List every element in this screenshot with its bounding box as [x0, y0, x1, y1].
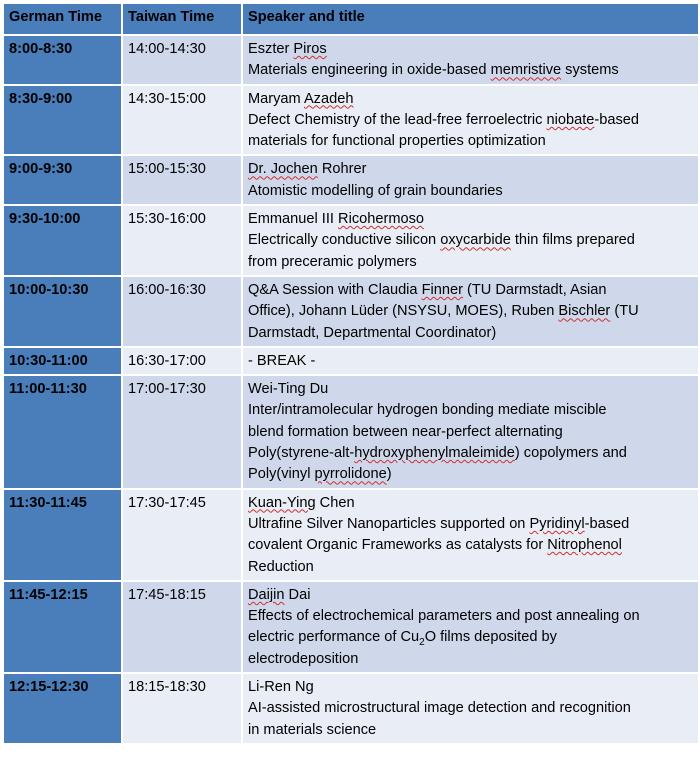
talk-title-line: electric performance of $Cu_2O$ films deposited by [248, 629, 557, 649]
session-label: - BREAK - [248, 352, 316, 369]
talk-title-line: Materials engineering in oxide-based memristive systems [248, 62, 619, 79]
speaker-name: Emmanuel III Ricohermoso [248, 211, 425, 228]
speaker-title-cell [242, 489, 699, 581]
taiwan-time-cell: 17:00-17:30 [122, 375, 242, 488]
qa-line: Office), Johann Lüder (NSYSU, MOES), Ruben Bischler (TU [248, 303, 639, 320]
qa-line: Q&A Session with Claudia Finner (TU Darmstadt, Asian [248, 281, 607, 298]
table-row [3, 205, 699, 276]
taiwan-time-cell: 17:45-18:15 [122, 581, 242, 673]
table-row [3, 85, 699, 156]
speaker-title-cell [242, 205, 699, 276]
talk-title-line: from preceramic polymers [248, 253, 417, 270]
german-time-cell: 9:30-10:00 [3, 205, 122, 276]
spellcheck-word: Daijin [248, 586, 285, 603]
german-time-cell: 10:00-10:30 [3, 276, 122, 347]
speaker-name: Eszter Piros [248, 41, 327, 57]
table-row [3, 581, 699, 673]
header-german-time: German Time [3, 3, 122, 35]
spellcheck-word: Dr. Jochen [248, 161, 318, 178]
taiwan-time-cell: 16:00-16:30 [122, 276, 242, 347]
spellcheck-word: Finner [421, 281, 463, 298]
speaker-name: Wei-Ting Du [248, 381, 329, 398]
qa-line: Darmstadt, Departmental Coordinator) [248, 324, 497, 341]
speaker-name: Dr. Jochen Rohrer [248, 161, 367, 178]
header-row [3, 3, 699, 35]
speaker-name: Kuan-Ying Chen [248, 494, 355, 511]
talk-title-line: Poly(vinyl pyrrolidone) [248, 466, 392, 483]
spellcheck-word: oxycarbide [440, 232, 511, 249]
german-time-cell: 12:15-12:30 [3, 673, 122, 744]
talk-title-line: Electrically conductive silicon oxycarbide thin films prepared [248, 232, 635, 249]
speaker-title-cell [242, 581, 699, 673]
talk-title-line: Ultrafine Silver Nanoparticles supported on Pyridinyl-based [248, 515, 630, 532]
spellcheck-word: Ricohermoso [338, 211, 425, 228]
talk-title-line: Poly(styrene-alt-hydroxyphenylmaleimide) copolymers and [248, 445, 627, 462]
german-time-cell: 11:00-11:30 [3, 375, 122, 488]
talk-title-line: AI-assisted microstructural image detection and recognition [248, 700, 631, 717]
speaker-title-cell [242, 35, 699, 85]
talk-title-line: Inter/intramolecular hydrogen bonding mediate miscible [248, 402, 607, 419]
header-taiwan-time: Taiwan Time [122, 3, 242, 35]
spellcheck-word: hydroxyphenylmaleimide [354, 445, 515, 462]
subscript: 2 [419, 637, 425, 649]
talk-title-line: materials for functional properties optimization [248, 133, 546, 150]
german-time-cell: 11:30-11:45 [3, 489, 122, 581]
speaker-title-cell [242, 155, 699, 205]
speaker-name: Li-Ren Ng [248, 679, 314, 696]
german-time-cell: 11:45-12:15 [3, 581, 122, 673]
taiwan-time-cell: 14:00-14:30 [122, 35, 242, 85]
table-row [3, 276, 699, 347]
speaker-name: Daijin Dai [248, 586, 311, 603]
taiwan-time-cell: 14:30-15:00 [122, 85, 242, 156]
speaker-title-cell [242, 375, 699, 488]
talk-title-line: Reduction [248, 558, 314, 575]
german-time-cell: 10:30-11:00 [3, 347, 122, 375]
table-row [3, 489, 699, 581]
speaker-title-cell [242, 276, 699, 347]
schedule-table [2, 2, 700, 745]
talk-title-line: Atomistic modelling of grain boundaries [248, 182, 503, 199]
speaker-title-cell [242, 673, 699, 744]
spellcheck-word: memristive [490, 62, 562, 79]
talk-title-line: blend formation between near-perfect alternating [248, 423, 563, 440]
taiwan-time-cell: 16:30-17:00 [122, 347, 242, 375]
talk-title-line: covalent Organic Frameworks as catalysts for Nitrophenol [248, 537, 622, 554]
table-row [3, 375, 699, 488]
table-row [3, 673, 699, 744]
table-row [3, 155, 699, 205]
header-speaker-title: Speaker and title [242, 3, 699, 35]
speaker-title-cell [242, 85, 699, 156]
table-row [3, 347, 699, 375]
taiwan-time-cell: 18:15-18:30 [122, 673, 242, 744]
speaker-title-cell [242, 347, 699, 375]
spellcheck-word: niobate [546, 111, 595, 128]
german-time-cell: 8:00-8:30 [3, 35, 122, 85]
table-row [3, 35, 699, 85]
spellcheck-word: Piros [293, 41, 327, 57]
spellcheck-word: Nitrophenol [547, 537, 622, 554]
spellcheck-word: pyrrolidone [314, 466, 387, 483]
spellcheck-word: Pyridinyl [529, 515, 585, 532]
spellcheck-word: Azadeh [303, 90, 354, 107]
taiwan-time-cell: 17:30-17:45 [122, 489, 242, 581]
talk-title-line: Effects of electrochemical parameters and post annealing on [248, 608, 640, 625]
german-time-cell: 8:30-9:00 [3, 85, 122, 156]
german-time-cell: 9:00-9:30 [3, 155, 122, 205]
talk-title-line: in materials science [248, 721, 377, 738]
spellcheck-word: Bischler [558, 303, 611, 320]
taiwan-time-cell: 15:00-15:30 [122, 155, 242, 205]
taiwan-time-cell: 15:30-16:00 [122, 205, 242, 276]
talk-title-line: Defect Chemistry of the lead-free ferroelectric niobate-based [248, 111, 639, 128]
spellcheck-word: Kuan-Ying [248, 494, 316, 511]
speaker-name: Maryam Azadeh [248, 90, 354, 107]
talk-title-line: electrodeposition [248, 650, 359, 667]
